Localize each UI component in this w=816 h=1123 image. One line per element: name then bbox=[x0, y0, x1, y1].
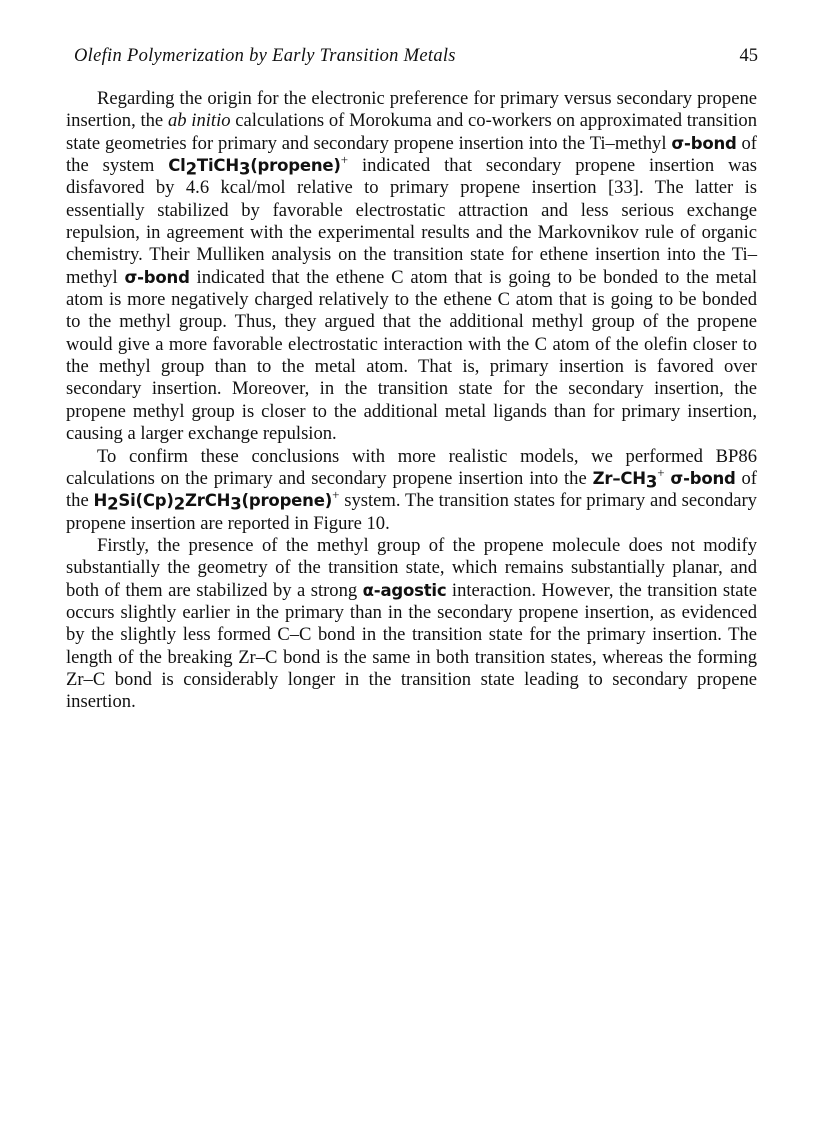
text-run: system. The transition states for primary and secondary propene insertion are reported in Figure 10. bbox=[66, 490, 757, 534]
chemical-term: 3 bbox=[238, 159, 251, 179]
text-run: To confirm these conclusions with more realistic models, we performed BP86 calculations on the primary and secondary propene insertion into the bbox=[66, 445, 757, 489]
chemical-term: σ-bond bbox=[124, 267, 190, 287]
chemical-term: 2 bbox=[173, 494, 186, 514]
chemical-term: Si(Cp) bbox=[118, 491, 174, 511]
chemical-term: Zr–CH bbox=[592, 468, 646, 488]
chemical-term: 3 bbox=[230, 494, 242, 514]
text-run: calculations of Morokuma and co-workers on approximated transition state geometries for primary and secondary propene insertion into the Ti–methyl bbox=[66, 110, 757, 154]
text-run: of the bbox=[66, 467, 757, 512]
text-run: Firstly, the presence of the methyl group of the propene molecule does not modify substantially the geometry of the transition state, which remains substantially planar, and both of them are stabilized by a strong bbox=[66, 534, 757, 601]
text-run: + bbox=[340, 151, 349, 167]
paragraph-transition-state-geometry bbox=[66, 535, 757, 714]
italic-term: ab initio bbox=[167, 110, 231, 132]
paragraph-electronic-preference bbox=[66, 88, 757, 446]
body-text bbox=[66, 88, 757, 714]
running-title: Olefin Polymerization by Early Transition Metals bbox=[74, 46, 456, 66]
chemical-term: TiCH bbox=[196, 156, 239, 176]
chemical-term: Cl bbox=[168, 156, 186, 176]
chemical-term: (propene) bbox=[241, 491, 333, 511]
text-run: + bbox=[332, 487, 340, 503]
text-run: indicated that secondary propene insertion was disfavored by 4.6 kcal/mol relative to primary propene insertion [33]. The latter is essentially stabilized by favorable electrostatic attraction and less serious exchange repulsion, in agreement with the experimental results and the Markovnikov rule of organic chemistry. Their Mulliken analysis on the transition state for ethene insertion into the Ti–methyl bbox=[66, 155, 757, 288]
text-run: indicated that the ethene C atom that is going to be bonded to the metal atom is more negatively charged relatively to the ethene C atom that is going to be bonded to the methyl group. Thus, they argued that the additional methyl group of the propene would give a more favorable electrostatic interaction with the C atom of the olefin closer to the methyl group than to the metal atom. That is, primary insertion is favored over secondary insertion. Moreover, in the transition state for the secondary insertion, the propene methyl group is closer to the additional metal ligands than for primary insertion, causing a larger exchange repulsion. bbox=[66, 266, 757, 445]
chemical-term: α-agostic bbox=[362, 580, 447, 600]
chemical-term: 2 bbox=[185, 159, 197, 179]
chemical-term: H bbox=[93, 491, 108, 511]
text-run: interaction. However, the transition state occurs slightly earlier in the primary than in the secondary propene insertion, as evidenced by the slightly less formed C–C bond in the transition state for the primary insertion. The length of the breaking Zr–C bond is the same in both transition states, whereas the forming Zr–C bond is considerably longer in the transition state leading to secondary propene insertion. bbox=[66, 579, 757, 713]
text-run: + bbox=[657, 464, 665, 480]
chemical-term: 2 bbox=[107, 494, 119, 514]
chemical-term: σ-bond bbox=[671, 133, 737, 153]
paragraph-bp86-calculations bbox=[66, 446, 757, 535]
running-header bbox=[74, 44, 758, 68]
chemical-term: ZrCH bbox=[185, 491, 231, 511]
chemical-term: 3 bbox=[645, 472, 658, 492]
page-number: 45 bbox=[739, 46, 758, 66]
text-run: of the system bbox=[66, 132, 758, 177]
chemical-term: (propene) bbox=[250, 156, 341, 176]
text-run: Regarding the origin for the electronic preference for primary versus secondary propene insertion, the bbox=[66, 88, 757, 132]
chemical-term: σ-bond bbox=[670, 468, 736, 488]
